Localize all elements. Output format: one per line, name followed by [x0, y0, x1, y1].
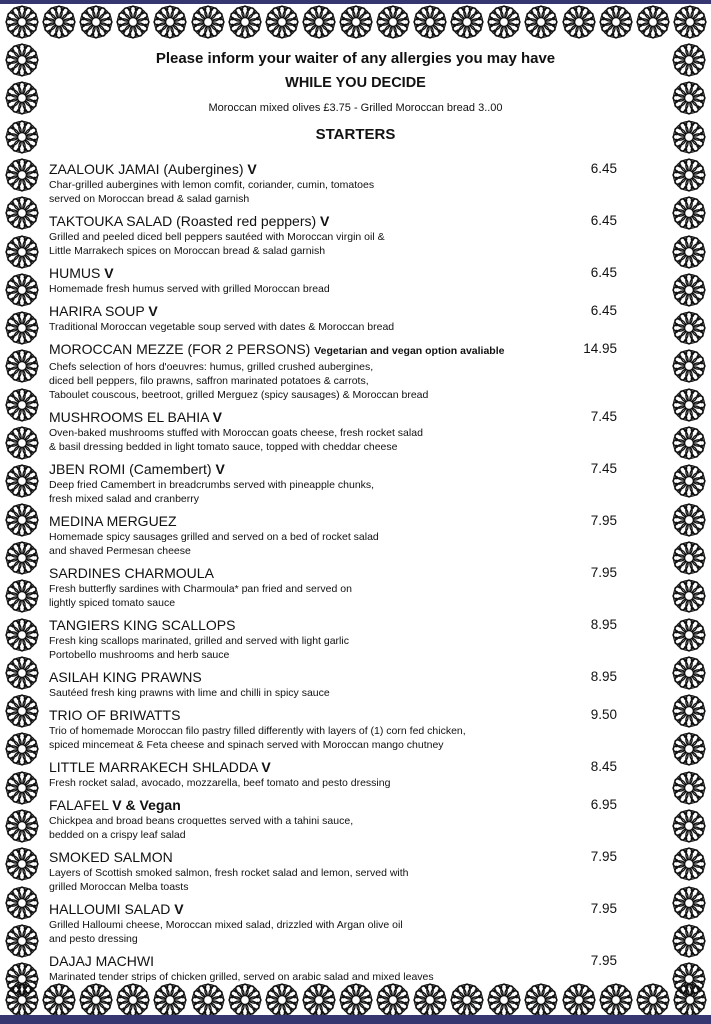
- rosette-icon: [450, 5, 484, 39]
- rosette-icon: [5, 349, 39, 383]
- item-name-line: [49, 160, 617, 178]
- item-description: Fresh king scallops marinated, grilled and served with light garlic: [49, 635, 349, 647]
- menu-item: [49, 900, 617, 946]
- item-description: Fresh rocket salad, avocado, mozzarella, beef tomato and pesto dressing: [49, 777, 391, 789]
- rosette-icon: [5, 541, 39, 575]
- rosette-icon: [5, 656, 39, 690]
- item-description: Trio of homemade Moroccan filo pastry filled differently with layers of (1) corn fed chicken,: [49, 725, 466, 737]
- vegetarian-mark: V: [247, 161, 257, 177]
- menu-header: [0, 50, 711, 143]
- item-description: Deep fried Camembert in breadcrumbs served with pineapple chunks,: [49, 479, 375, 491]
- top-band: [0, 0, 711, 4]
- item-description: Traditional Moroccan vegetable soup served with dates & Moroccan bread: [49, 321, 395, 333]
- item-name-line: [49, 758, 617, 776]
- rosette-icon: [339, 5, 373, 39]
- item-note: Vegetarian and vegan option avaliable: [314, 345, 505, 357]
- item-name: TAKTOUKA SALAD (Roasted red peppers): [49, 213, 317, 229]
- item-name-line: [49, 900, 617, 918]
- item-price: 7.95: [590, 565, 617, 580]
- menu-item: [49, 848, 617, 894]
- item-name: DAJAJ MACHWI: [49, 953, 154, 969]
- menu-item: [49, 668, 617, 700]
- item-name: ASILAH KING PRAWNS: [49, 669, 202, 685]
- rosette-icon: [672, 158, 706, 192]
- rosette-icon: [672, 541, 706, 575]
- rosette-icon: [5, 426, 39, 460]
- item-price: 8.95: [590, 669, 617, 684]
- vegetarian-mark: V: [104, 265, 114, 281]
- rosette-icon: [672, 579, 706, 613]
- rosette-icon: [5, 158, 39, 192]
- rosette-icon: [672, 809, 706, 843]
- item-name: MUSHROOMS EL BAHIA: [49, 409, 209, 425]
- rosette-icon: [5, 886, 39, 920]
- item-name: SMOKED SALMON: [49, 849, 173, 865]
- rosette-icon: [672, 235, 706, 269]
- rosette-icon: [5, 732, 39, 766]
- rosette-icon: [228, 5, 262, 39]
- rosette-icon: [265, 5, 299, 39]
- rosette-icon: [5, 847, 39, 881]
- item-price: 7.45: [590, 409, 617, 424]
- item-name-line: [49, 616, 617, 634]
- rosette-icon: [672, 847, 706, 881]
- item-price: 7.95: [590, 849, 617, 864]
- rosette-icon: [5, 694, 39, 728]
- item-name-line: [49, 564, 617, 582]
- item-description: Portobello mushrooms and herb sauce: [49, 649, 230, 661]
- rosette-icon: [5, 924, 39, 958]
- item-price: 6.45: [590, 303, 617, 318]
- item-name: FALAFEL: [49, 797, 109, 813]
- allergy-notice: Please inform your waiter of any allergies you may have: [155, 50, 556, 67]
- menu-item: [49, 408, 617, 454]
- rosette-icon: [79, 5, 113, 39]
- rosette-icon: [5, 196, 39, 230]
- item-description: grilled Moroccan Melba toasts: [49, 881, 189, 893]
- item-name: ZAALOUK JAMAI (Aubergines): [49, 161, 244, 177]
- menu-item: [49, 796, 617, 842]
- item-name: TRIO OF BRIWATTS: [49, 707, 181, 723]
- rosette-icon: [672, 962, 706, 996]
- item-description: and pesto dressing: [49, 933, 138, 945]
- item-name: JBEN ROMI (Camembert): [49, 461, 212, 477]
- vegetarian-mark: V: [174, 901, 184, 917]
- menu-item: [49, 212, 617, 258]
- rosette-icon: [672, 311, 706, 345]
- item-name-line: [49, 340, 617, 360]
- menu-item: [49, 264, 617, 296]
- item-name: TANGIERS KING SCALLOPS: [49, 617, 236, 633]
- rosette-icon: [672, 618, 706, 652]
- vegetarian-mark: V: [212, 409, 222, 425]
- item-name-line: [49, 848, 617, 866]
- menu-item: [49, 952, 617, 984]
- vegetarian-mark: V: [261, 759, 271, 775]
- rosette-icon: [636, 5, 670, 39]
- rosette-icon: [524, 5, 558, 39]
- rosette-icon: [672, 503, 706, 537]
- rosette-icon: [487, 5, 521, 39]
- rosette-icon: [5, 771, 39, 805]
- rosette-icon: [5, 809, 39, 843]
- item-name-line: [49, 512, 617, 530]
- item-name-line: [49, 952, 617, 970]
- item-name-line: [49, 408, 617, 426]
- item-name: SARDINES CHARMOULA: [49, 565, 214, 581]
- rosette-icon: [599, 5, 633, 39]
- item-name-line: [49, 668, 617, 686]
- rosette-icon: [562, 5, 596, 39]
- item-description: Oven-baked mushrooms stuffed with Moroccan goats cheese, fresh rocket salad: [49, 427, 423, 439]
- rosette-icon: [376, 5, 410, 39]
- item-name: HALLOUMI SALAD: [49, 901, 171, 917]
- item-price: 7.95: [590, 513, 617, 528]
- item-price: 6.45: [590, 161, 617, 176]
- rosette-icon: [672, 656, 706, 690]
- rosette-icon: [5, 618, 39, 652]
- item-description: diced bell peppers, filo prawns, saffron marinated potatoes & carrots,: [49, 375, 369, 387]
- rosette-icon: [636, 983, 670, 1017]
- item-price: 8.95: [590, 617, 617, 632]
- menu-item: [49, 706, 617, 752]
- menu-item: [49, 758, 617, 790]
- rosette-icon: [413, 5, 447, 39]
- menu-item: [49, 460, 617, 506]
- item-name: LITTLE MARRAKECH SHLADDA: [49, 759, 258, 775]
- item-price: 6.95: [590, 797, 617, 812]
- item-price: 7.45: [590, 461, 617, 476]
- rosette-icon: [153, 5, 187, 39]
- item-price: 6.45: [590, 265, 617, 280]
- rosette-icon: [672, 886, 706, 920]
- rosette-icon: [42, 5, 76, 39]
- rosette-icon: [672, 464, 706, 498]
- item-description: Chefs selection of hors d'oeuvres: humus, grilled crushed aubergines,: [49, 361, 374, 373]
- menu-item: [49, 616, 617, 662]
- item-name-line: [49, 460, 617, 478]
- vegetarian-mark: V: [320, 213, 330, 229]
- item-name: MEDINA MERGUEZ: [49, 513, 177, 529]
- olives-bread-line: Moroccan mixed olives £3.75 - Grilled Moroccan bread 3..00: [208, 102, 503, 114]
- menu-item: [49, 512, 617, 558]
- item-description: Taboulet couscous, beetroot, grilled Merguez (spicy sausages) & Moroccan bread: [49, 389, 429, 401]
- vegetarian-mark: V: [148, 303, 158, 319]
- item-price: 7.95: [590, 953, 617, 968]
- rosette-icon: [302, 5, 336, 39]
- item-description: Homemade spicy sausages grilled and served on a bed of rocket salad: [49, 531, 379, 543]
- item-price: 8.45: [590, 759, 617, 774]
- item-description: Char-grilled aubergines with lemon comfit, coriander, cumin, tomatoes: [49, 179, 375, 191]
- starters-heading: STARTERS: [315, 126, 396, 143]
- rosette-icon: [5, 579, 39, 613]
- item-name: HARIRA SOUP: [49, 303, 145, 319]
- menu-item: [49, 302, 617, 334]
- rosette-icon: [5, 5, 39, 39]
- item-price: 7.95: [590, 901, 617, 916]
- bottom-band: [0, 1015, 711, 1024]
- while-you-decide-heading: WHILE YOU DECIDE: [285, 75, 426, 91]
- item-description: Grilled and peeled diced bell peppers sautéed with Moroccan virgin oil &: [49, 231, 385, 243]
- rosette-icon: [672, 426, 706, 460]
- item-price: 6.45: [590, 213, 617, 228]
- item-description: Little Marrakech spices on Moroccan bread & salad garnish: [49, 245, 326, 257]
- menu-item: [49, 564, 617, 610]
- rosette-icon: [672, 924, 706, 958]
- rosette-icon: [116, 5, 150, 39]
- item-description: spiced mincemeat & Feta cheese and spinach served with Moroccan mango chutney: [49, 739, 444, 751]
- item-description: Marinated tender strips of chicken grilled, served on arabic salad and mixed leaves: [49, 971, 434, 983]
- item-description: fresh mixed salad and cranberry: [49, 493, 199, 505]
- item-description: Grilled Halloumi cheese, Moroccan mixed salad, drizzled with Argan olive oil: [49, 919, 403, 931]
- item-description: bedded on a crispy leaf salad: [49, 829, 186, 841]
- rosette-icon: [672, 771, 706, 805]
- item-name-line: [49, 264, 617, 282]
- rosette-icon: [672, 349, 706, 383]
- vegetarian-mark: V: [215, 461, 225, 477]
- item-description: Chickpea and broad beans croquettes served with a tahini sauce,: [49, 815, 354, 827]
- item-name: MOROCCAN MEZZE (FOR 2 PERSONS): [49, 341, 311, 357]
- rosette-icon: [673, 5, 707, 39]
- item-description: & basil dressing bedded in light tomato sauce, topped with cheddar cheese: [49, 441, 398, 453]
- starters-list: [49, 160, 617, 990]
- item-name-line: [49, 796, 617, 814]
- item-price: 9.50: [590, 707, 617, 722]
- item-description: Fresh butterfly sardines with Charmoula* pan fried and served on: [49, 583, 352, 595]
- rosette-icon: [5, 273, 39, 307]
- item-name: HUMUS: [49, 265, 101, 281]
- rosette-icon: [5, 388, 39, 422]
- rosette-icon: [5, 235, 39, 269]
- rosette-icon: [672, 196, 706, 230]
- rosette-icon: [5, 503, 39, 537]
- item-name-line: [49, 212, 617, 230]
- rosette-icon: [672, 388, 706, 422]
- item-description: served on Moroccan bread & salad garnish: [49, 193, 250, 205]
- menu-item: [49, 160, 617, 206]
- rosette-icon: [672, 273, 706, 307]
- rosette-icon: [5, 464, 39, 498]
- item-description: lightly spiced tomato sauce: [49, 597, 176, 609]
- vegetarian-mark: V & Vegan: [112, 797, 181, 813]
- rosette-icon: [5, 311, 39, 345]
- rosette-icon: [672, 732, 706, 766]
- item-name-line: [49, 302, 617, 320]
- item-name-line: [49, 706, 617, 724]
- item-description: Layers of Scottish smoked salmon, fresh rocket salad and lemon, served with: [49, 867, 409, 879]
- item-description: Sautéed fresh king prawns with lime and chilli in spicy sauce: [49, 687, 330, 699]
- rosette-icon: [191, 5, 225, 39]
- rosette-icon: [5, 962, 39, 996]
- menu-item: [49, 340, 617, 402]
- item-description: and shaved Permesan cheese: [49, 545, 191, 557]
- item-description: Homemade fresh humus served with grilled Moroccan bread: [49, 283, 330, 295]
- item-price: 14.95: [583, 341, 617, 356]
- rosette-icon: [672, 694, 706, 728]
